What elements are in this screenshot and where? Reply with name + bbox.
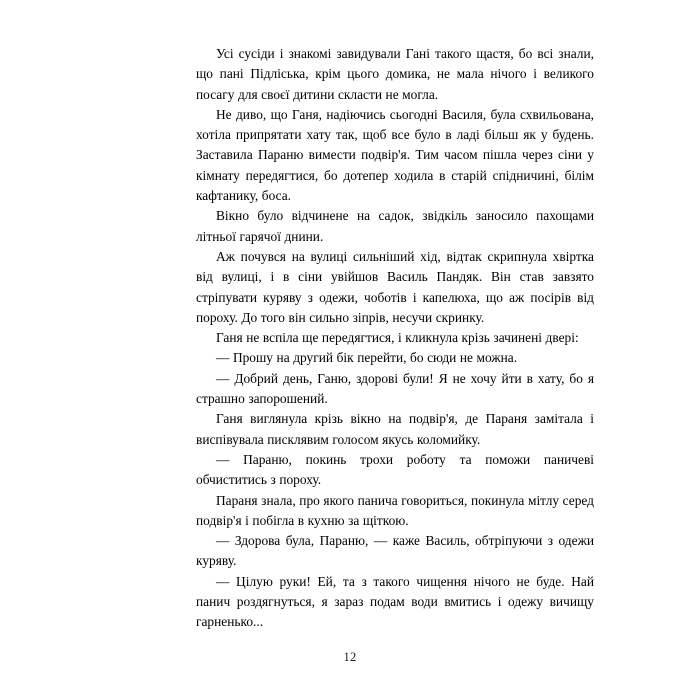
text-column: [196, 44, 594, 633]
paragraph: Ганя виглянула крізь вікно на подвір'я, де Параня замітала і виспівувала писклявим голосом якусь коломийку.: [196, 411, 594, 447]
page-number: 12: [343, 650, 357, 664]
paragraph: Ганя не вспіла ще передягтися, і кликнула крізь зачинені двері:: [216, 330, 579, 346]
paragraph: Вікно було відчинене на садок, звідкіль заносило пахощами літньої гарячої днини.: [196, 208, 594, 244]
dialogue-line: — Здорова була, Параню, — каже Василь, обтріпуючи з одежи куряву.: [196, 533, 594, 569]
paragraph: Усі сусіди і знакомі завидували Гані такого щастя, бо всі знали, що пані Підліська, крім цього домика, не мала нічого і великого посагу для своєї дитини скласти не могла.: [196, 46, 594, 102]
dialogue-line: — Цілую руки! Ей, та з такого чищення нічого не буде. Най панич роздягнуться, я зараз подам води вмитись і одежу вичищу гарненько...: [196, 573, 594, 630]
paragraph: Не диво, що Ганя, надіючись сьогодні Василя, була схвильована, хотіла припрятати хату так, щоб все було в ладі більш як у будень. Заставила Параню вимести подвір'я. Тим часом пішла через сіни у кімнату передягтися, бо дотепер ходила в старій спідничині, білім кафтанику, боса.: [196, 106, 594, 204]
dialogue-line: — Прошу на другий бік перейти, бо сюди не можна.: [216, 350, 518, 366]
paragraph: Параня знала, про якого панича говориться, покинула мітлу серед подвір'я і побігла в кухню за щіткою.: [196, 492, 594, 528]
paragraph: Аж почувся на вулиці сильніший хід, відтак скрипнула хвіртка від вулиці, і в сіни увійшов Василь Пандяк. Він став завзято стріпувати куряву з одежи, чоботів і капелюха, що аж посірів від пороху. До того він сильно зіпрів, несучи скринку.: [196, 248, 594, 325]
dialogue-line: — Параню, покинь трохи роботу та поможи паничеві обчиститись з пороху.: [196, 451, 594, 488]
dialogue-line: — Добрий день, Ганю, здорові були! Я не хочу йти в хату, бо я страшно запорошений.: [196, 370, 594, 407]
